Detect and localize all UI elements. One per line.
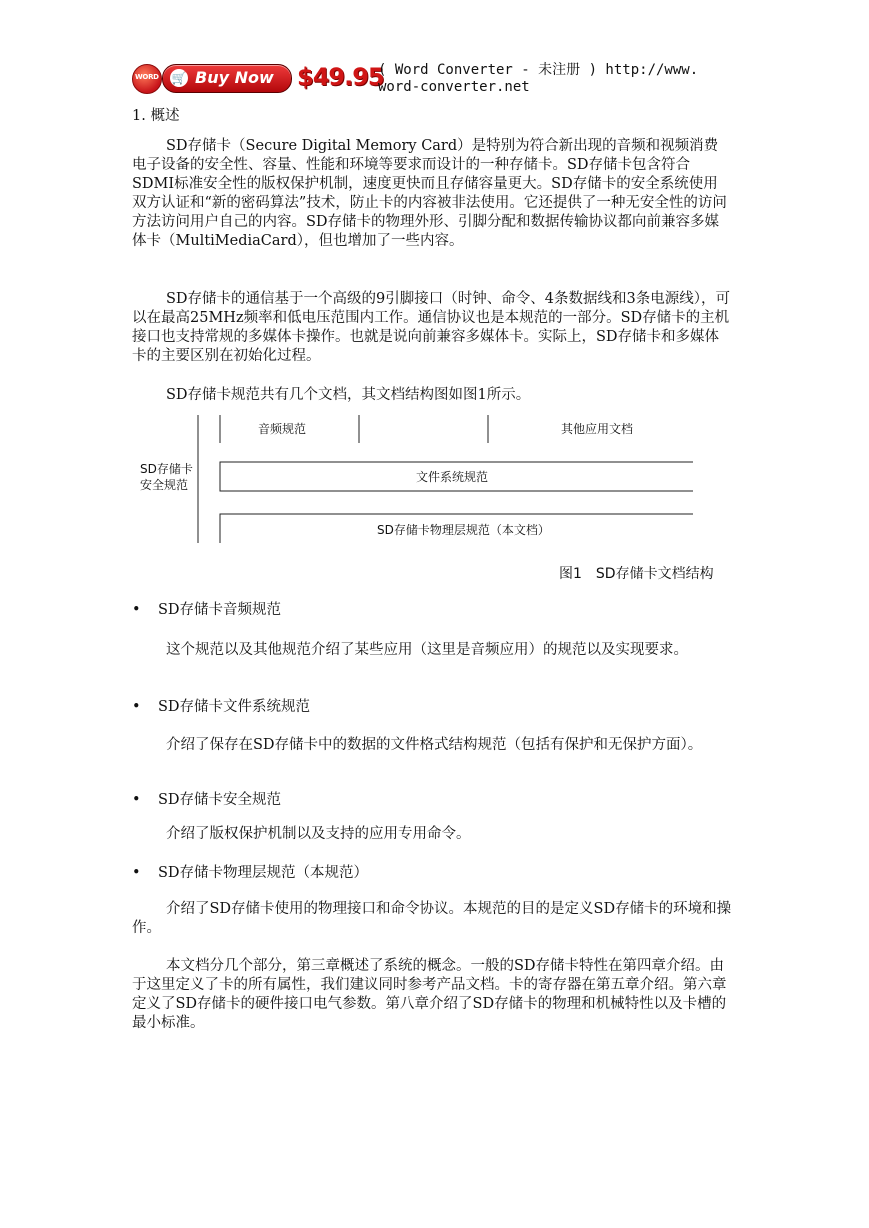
bullet-dot-icon: • xyxy=(132,865,141,881)
paragraph-audio-desc: 这个规范以及其他规范介绍了某些应用（这里是音频应用）的规范以及实现要求。 xyxy=(166,642,688,658)
diagram-caption: 图1 SD存储卡文档结构 xyxy=(559,566,714,582)
word-logo-text: WORD xyxy=(135,73,159,81)
bullet-dot-icon: • xyxy=(132,699,141,715)
bullet-dot-icon: • xyxy=(132,792,141,808)
paragraph-filesystem-desc: 介绍了保存在SD存储卡中的数据的文件格式结构规范（包括有保护和无保护方面）。 xyxy=(166,737,703,753)
paragraph-intro-2: SD存储卡的通信基于一个高级的9引脚接口（时钟、命令、4条数据线和3条电源线），可以在最高25MHz频率和低电压范围内工作。通信协议也是本规范的一部分。SD存储卡的主机接口也支持常规的多媒体卡操作。也就是说向前兼容多媒体卡。实际上，SD存储卡和多媒体卡的主要区别在初始化过程。 xyxy=(132,291,730,364)
diagram-security-label-1: SD存储卡 xyxy=(140,462,193,476)
diagram-other-apps-label: 其他应用文档 xyxy=(561,422,634,436)
bullet-filesystem-label: SD存储卡文件系统规范 xyxy=(158,699,311,715)
paragraph-physical-desc: 介绍了SD存储卡使用的物理接口和命令协议。本规范的目的是定义SD存储卡的环境和操作。 xyxy=(132,901,732,936)
paragraph-intro-1: SD存储卡（Secure Digital Memory Card）是特别为符合新出现的音频和视频消费电子设备的安全性、容量、性能和环境等要求而设计的一种存储卡。SD存储卡包含符合SDMI标准安全性的版权保护机制，速度更快而且存储容量更大。SD存储卡的安全系统使用双方认证和“新的密码算法”技术，防止卡的内容被非法使用。它还提供了一种无安全性的访问方法访问用户自己的内容。SD存储卡的物理外形、引脚分配和数据传输协议都向前兼容多媒体卡（MultiMediaCard），但也增加了一些内容。 xyxy=(132,138,727,249)
diagram-svg xyxy=(132,413,742,583)
diagram-security-label-2: 安全规范 xyxy=(140,478,189,492)
diagram-physical-label: SD存储卡物理层规范（本文档） xyxy=(377,523,550,537)
price-label[interactable]: $49.95 xyxy=(297,63,384,91)
cart-icon: 🛒 xyxy=(171,71,187,85)
buy-now-button[interactable] xyxy=(162,64,292,93)
diagram-filesystem-label: 文件系统规范 xyxy=(416,470,489,484)
bullet-audio-label: SD存储卡音频规范 xyxy=(158,602,282,618)
bullet-physical-label: SD存储卡物理层规范（本规范） xyxy=(158,865,369,881)
paragraph-security-desc: 介绍了版权保护机制以及支持的应用专用命令。 xyxy=(166,826,471,842)
buy-now-label: Buy Now xyxy=(195,68,274,87)
bullet-dot-icon: • xyxy=(132,602,141,618)
section-heading: 1. 概述 xyxy=(132,108,180,124)
paragraph-outline: 本文档分几个部分，第三章概述了系统的概念。一般的SD存储卡特性在第四章介绍。由于这里定义了卡的所有属性，我们建议同时参考产品文档。卡的寄存器在第五章介绍。第六章定义了SD存储卡的硬件接口电气参数。第八章介绍了SD存储卡的物理和机械特性以及卡槽的最小标准。 xyxy=(132,958,727,1031)
converter-banner xyxy=(132,62,732,102)
word-logo-icon[interactable] xyxy=(132,64,162,94)
diagram-audio-label: 音频规范 xyxy=(258,422,307,436)
bullet-security-label: SD存储卡安全规范 xyxy=(158,792,282,808)
document-structure-diagram xyxy=(132,413,742,583)
paragraph-intro-3: SD存储卡规范共有几个文档，其文档结构图如图1所示。 xyxy=(166,387,531,403)
converter-notice: ( Word Converter - 未注册 ) http://www. word-converter.net xyxy=(378,62,699,95)
